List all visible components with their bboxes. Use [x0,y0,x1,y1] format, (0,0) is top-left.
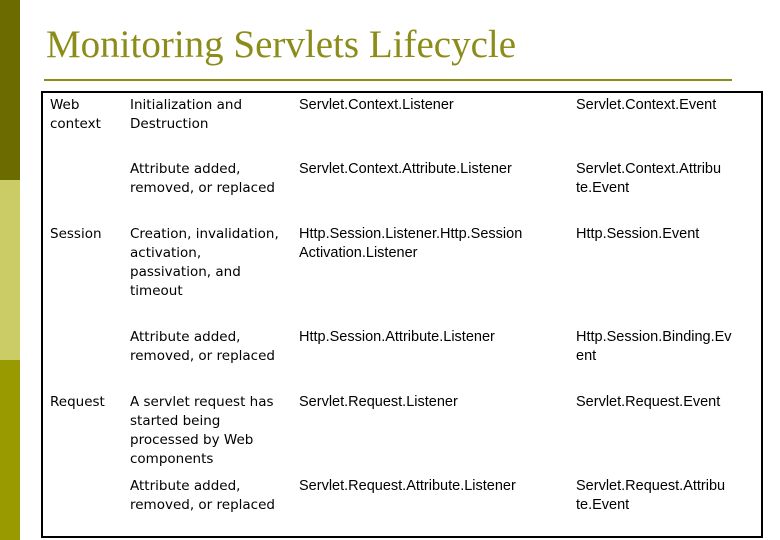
table-row [42,157,762,222]
page-title: Monitoring Servlets Lifecycle [46,23,517,66]
event-cell: Attribute added, removed, or replaced [130,478,275,513]
listener-table [41,91,763,538]
event-cell: Attribute added, removed, or replaced [130,329,275,364]
listener-cell: Http.Session.Attribute.Listener [299,329,495,345]
object-cell-web-context: Web context [50,97,101,132]
object-cell-request: Request [50,394,105,410]
listener-cell: Servlet.Context.Listener [299,97,454,113]
event-cell: Attribute added, removed, or replaced [130,161,275,196]
table-row [42,222,762,325]
side-bar-light [0,180,20,360]
table-row [42,474,762,537]
event-class-cell: Http.Session.Event [576,226,700,242]
listener-cell: Servlet.Request.Listener [299,394,458,410]
table-row [42,325,762,390]
title-underline [44,79,732,81]
table-row [42,92,762,157]
event-cell: A servlet request has started being processed by Web components [130,394,274,467]
listener-table-container [41,91,761,538]
event-class-cell: Servlet.Context.Event [576,97,717,113]
side-bar-mid [0,360,20,540]
event-cell: Creation, invalidation, activation, passivation, and timeout [130,226,279,299]
listener-cell: Http.Session.Listener.Http.Session Activation.Listener [299,226,523,261]
table-row [42,390,762,474]
listener-cell: Servlet.Context.Attribute.Listener [299,161,512,177]
event-cell: Initialization and Destruction [130,97,243,132]
event-class-cell: Servlet.Request.Event [576,394,721,410]
event-class-cell: Http.Session.Binding.Ev ent [576,329,732,364]
event-class-cell: Servlet.Request.Attribu te.Event [576,478,726,513]
object-cell-session: Session [50,226,102,242]
listener-cell: Servlet.Request.Attribute.Listener [299,478,516,494]
side-bar-dark [0,0,20,180]
event-class-cell: Servlet.Context.Attribu te.Event [576,161,722,196]
